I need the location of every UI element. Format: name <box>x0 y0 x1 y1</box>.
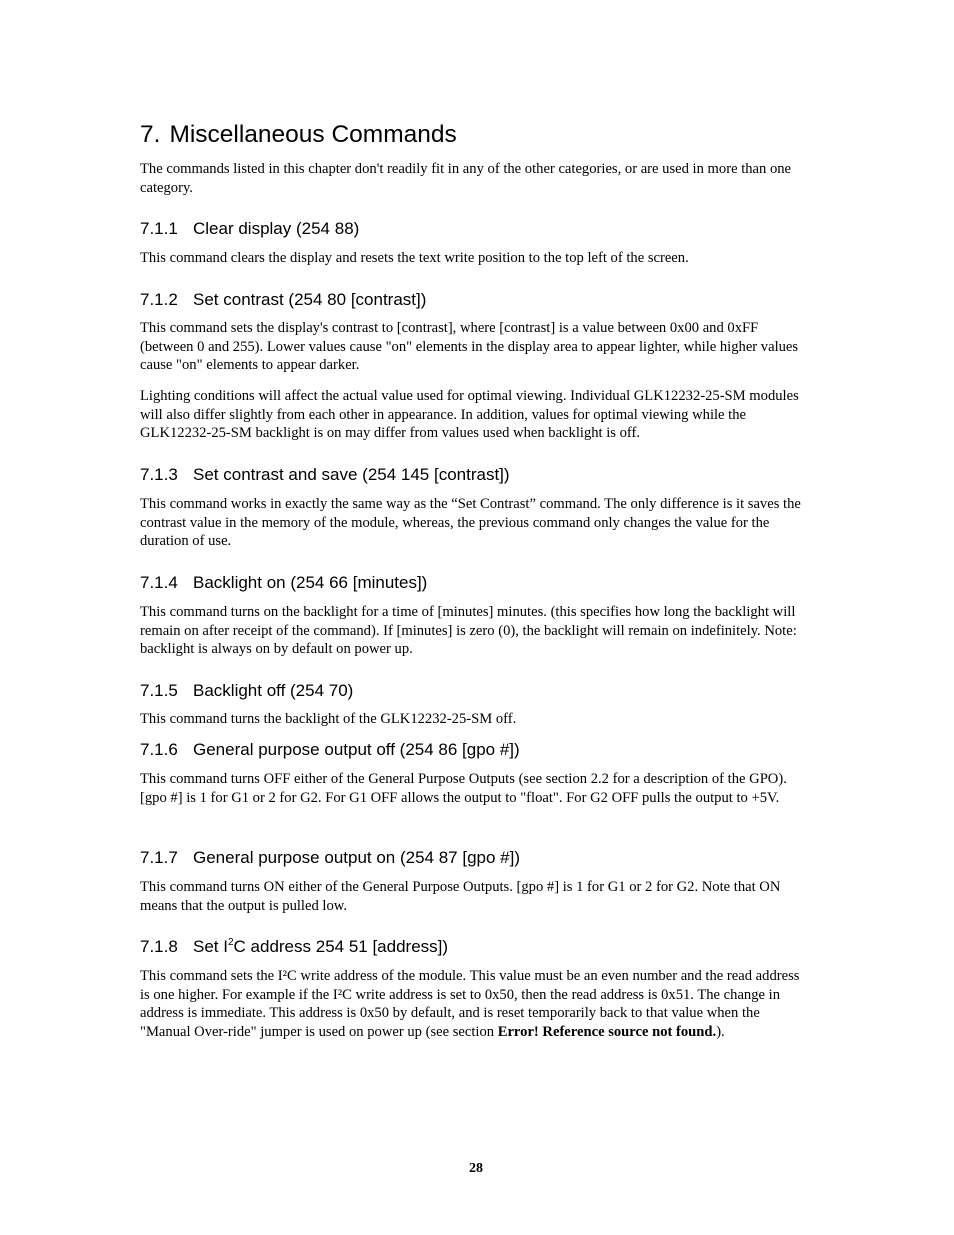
section-heading-gpo-off <box>140 739 520 761</box>
section-paragraph: This command turns ON either of the General Purpose Outputs. [gpo #] is 1 for G1 or 2 for G2. Note that ON means that the output is pulled low. <box>140 879 781 914</box>
section-heading-backlight-on <box>140 572 427 594</box>
paragraph-text: This command sets the I²C write address of the module. This value must be an even number and the read address is one higher. For example if the I²C write address is set to 0x50, then the read address is 0x51. The change in address is immediate. This address is 0x50 by default, and is reset temporarily back to that value when the "Manual Over-ride" jumper is used on power up (see section <box>140 968 800 1040</box>
section-heading-set-contrast-save <box>140 464 510 486</box>
section-paragraph: This command sets the display's contrast to [contrast], where [contrast] is a value between 0x00 and 0xFF (between 0 and 255). Lower values cause "on" elements in the display area to appear lighter, while higher values cause "on" elements to appear darker. <box>140 320 799 373</box>
section-title: General purpose output off (254 86 [gpo #]) <box>193 740 520 759</box>
section-title: Backlight off (254 70) <box>193 681 354 700</box>
section-title: Set contrast (254 80 [contrast]) <box>193 290 427 309</box>
section-heading-clear-display <box>140 218 359 240</box>
section-title <box>193 937 448 956</box>
section-title: General purpose output on (254 87 [gpo #]) <box>193 848 521 867</box>
superscript: 2 <box>227 937 234 948</box>
section-number: 7.1.5 <box>140 681 178 700</box>
section-number: 7.1.1 <box>140 219 178 238</box>
section-title: Set contrast and save (254 145 [contrast]) <box>193 465 510 484</box>
section-heading-set-i2c-address <box>140 936 448 958</box>
section-number: 7.1.8 <box>140 937 178 956</box>
section-title-part: Set I <box>193 937 228 956</box>
section-paragraph: This command turns on the backlight for a time of [minutes] minutes. (this specifies how long the backlight will remain on after receipt of the command). If [minutes] is zero (0), the backlight will remain on indefinitely. Note: backlight is always on by default on power up. <box>140 604 797 657</box>
section-number: 7.1.2 <box>140 290 178 309</box>
section-paragraph: This command clears the display and resets the text write position to the top left of the screen. <box>140 250 689 266</box>
section-number: 7.1.6 <box>140 740 178 759</box>
chapter-number: 7. <box>140 121 161 148</box>
chapter-heading <box>140 119 457 151</box>
section-heading-backlight-off <box>140 680 353 702</box>
chapter-intro: The commands listed in this chapter don't readily fit in any of the other categories, or are used in more than one category. <box>140 161 792 196</box>
section-number: 7.1.4 <box>140 573 178 592</box>
section-number: 7.1.7 <box>140 848 178 867</box>
page-number: 28 <box>469 1161 483 1176</box>
section-paragraph: This command works in exactly the same way as the “Set Contrast” command. The only difference is it saves the contrast value in the memory of the module, whereas, the previous command only changes the value for the duration of use. <box>140 496 801 549</box>
section-paragraph: This command turns OFF either of the General Purpose Outputs (see section 2.2 for a description of the GPO). [gpo #] is 1 for G1 or 2 for G2. For G1 OFF allows the output to "float". For G2 OFF pulls the output to +5V. <box>140 771 787 806</box>
broken-reference-text: Error! Reference source not found. <box>497 1023 717 1040</box>
section-title-part: C address 254 51 [address]) <box>233 937 449 956</box>
section-paragraph: This command turns the backlight of the GLK12232-25-SM off. <box>140 711 517 727</box>
section-number: 7.1.3 <box>140 465 178 484</box>
section-title: Clear display (254 88) <box>193 219 360 238</box>
section-paragraph: Lighting conditions will affect the actual value used for optimal viewing. Individual GLK12232-25-SM modules will also differ slightly from each other in appearance. In addition, values for optimal viewing while the GLK12232-25-SM backlight is on may differ from values used when backlight is off. <box>140 388 799 441</box>
section-heading-set-contrast <box>140 289 426 311</box>
section-paragraph <box>140 967 812 1041</box>
paragraph-text: ). <box>716 1023 725 1040</box>
section-title: Backlight on (254 66 [minutes]) <box>193 573 428 592</box>
chapter-title: Miscellaneous Commands <box>169 121 457 148</box>
section-heading-gpo-on <box>140 847 520 869</box>
